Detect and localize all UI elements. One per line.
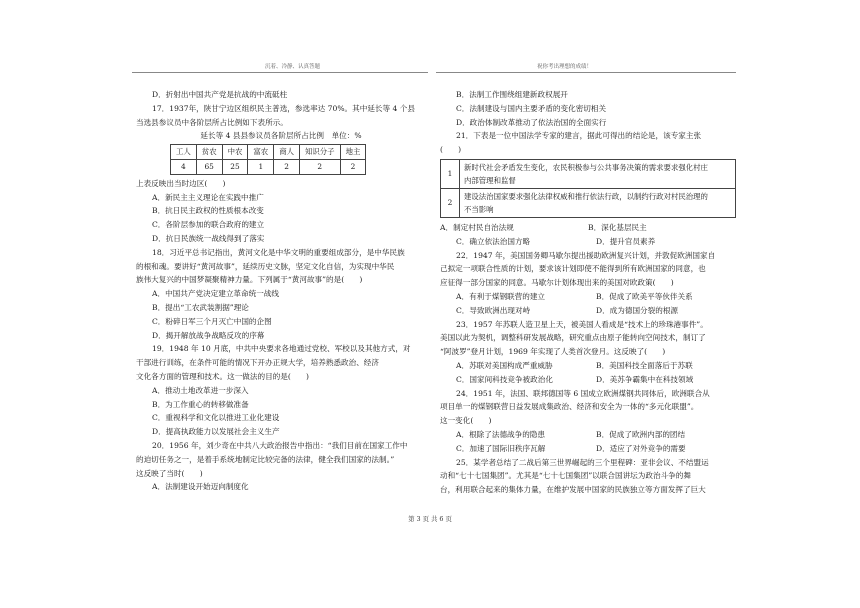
q23-option-c: C．国家间科技竞争被政治化 [456,374,553,384]
q17-value-cell: 2 [340,159,366,174]
q21-row-text: 不当影响 [464,204,494,214]
q23-option-b: B．美国科技全面落后于苏联 [596,360,693,370]
q22-stem-line-1: 22．1947 年，美国国务卿马歇尔提出援助欧洲复兴计划，并敦促欧洲国家自 [456,250,716,260]
header-divider-left [132,72,428,73]
q21-table [440,159,736,218]
q20-stem-line-3: 这反映了当时( ) [136,468,203,478]
q21-options-row-2 [440,235,736,249]
q21-stem-line-1: 21．下表是一位中国法学专家的建言，据此可得出的结论是，该专家主张 [456,131,702,141]
q17-table-value-row [171,159,366,174]
q24-options-row-1 [440,428,736,442]
q20-stem-line-2: 的迫切任务之一，是着手系统地制定比较完备的法律，健全我们国家的法制。” [136,454,395,464]
q17-header-cell: 贫农 [196,145,222,160]
q21-table-row [441,159,736,188]
q17-header-cell: 工人 [171,145,197,160]
q21-option-a: A．制定村民自治法规 [440,222,514,232]
q17-value-cell: 65 [196,159,222,174]
q18-option-b: B．提出“工农武装割据”理论 [152,302,249,312]
header-left-motto: 沉着、冷静、认真答题 [265,64,321,70]
q23-stem-line-2: 美国以此为契机，调整科研发展战略，研究重点由原子能转向空间技术，制订了 [440,333,706,343]
q23-options-row-1 [440,359,736,373]
q17-value-cell: 2 [274,159,300,174]
q23-stem-line-3: “阿波罗”登月计划，1969 年实现了人类首次登月。这反映了( ) [440,347,666,357]
q17-value-cell: 2 [299,159,340,174]
q19-option-b: B．为工作重心的转移做准备 [152,399,249,409]
q21-row-text: 建设法治国家要求强化法律权威和推行依法行政，以制约行政对村民治理的 [464,191,708,201]
q21-option-d: D．提升官员素养 [596,236,656,246]
q21-row-number: 2 [441,188,460,217]
q17-stem-end: 上表反映出当时边区( ) [136,178,226,188]
q25-stem-line-2: 动和“七十七国集团”。尤其是“七十七国集团”以联合国讲坛为政治斗争的舞 [440,471,691,481]
q20-option-c: C．法制建设与国内主要矛盾的变化密切相关 [456,103,607,113]
q21-option-c: C．确立依法治国方略 [456,236,531,246]
right-column [440,88,736,497]
q17-option-b: B．抗日民主政权的性质根本改变 [152,206,264,216]
q17-stem-line-2: 当选县参议员中各阶层所占比例如下表所示。 [136,117,288,127]
q23-options-row-2 [440,373,736,387]
q17-header-cell: 富农 [248,145,274,160]
header-right-motto: 祝你考出理想的成绩！ [537,64,593,70]
q22-option-b: B．促成了欧美平等伙伴关系 [596,291,693,301]
q24-option-b: B．促成了欧洲内部的团结 [596,429,686,439]
q25-stem-line-1: 25．某学者总结了二战后第三世界崛起的三个里程碑：亚非会议、不结盟运 [456,457,709,467]
header-divider-right [436,72,736,73]
q17-header-cell: 商人 [274,145,300,160]
q23-option-a: A．苏联对美国构成严重威胁 [456,360,553,370]
q21-option-b: B．深化基层民主 [588,222,647,232]
q17-option-c: C．各阶层参加的联合政府的建立 [152,220,265,230]
q22-stem-line-3: 应征得一部分国家的同意。马歇尔计划体现出来的美国对欧政策( ) [440,278,674,288]
q25-stem-line-3: 台，利用联合起来的集体力量，在维护发展中国家的民族独立等方面发挥了巨大 [440,485,706,495]
q21-row-number: 1 [441,159,460,188]
q24-stem-line-2: 项目单一的煤钢联营日益发展成集政治、经济和安全为一体的“多元化联盟”。 [440,402,699,412]
q17-value-cell: 1 [248,159,274,174]
q18-option-d: D．揭开解放战争战略反攻的序幕 [152,330,265,340]
page-number: 第 3 页 共 6 页 [408,515,452,523]
q17-value-cell: 25 [222,159,248,174]
q21-stem-line-2: ( ) [440,145,462,155]
q24-option-c: C．加速了国际旧秩序瓦解 [456,443,546,453]
q22-option-a: A．有利于煤钢联营的建立 [456,291,546,301]
q24-stem-line-1: 24．1951 年，法国、联邦德国等 6 国成立欧洲煤钢共同体后，欧洲联合从 [456,388,710,398]
q19-option-c: C．重视科学和文化以推进工业化建设 [152,413,280,423]
q20-option-b: B．法制工作围绕组建新政权展开 [456,90,568,99]
q17-header-cell: 中农 [222,145,248,160]
q18-stem-line-1: 18．习近平总书记指出，黄河文化是中华文明的重要组成部分，是中华民族 [152,247,405,257]
q19-stem-line-2: 干部进行训练，在条件可能的情况下开办正规大学，培养熟悉政治、经济 [136,358,379,368]
q20-stem-line-1: 20．1956 年，刘少奇在中共八大政治报告中指出：“我们目前在国家工作中 [152,440,408,450]
q21-row-content [460,159,736,188]
left-column [136,88,426,494]
q22-stem-line-2: 己拟定一项联合性质的计划，要求该计划即使不能得到所有欧洲国家的同意，也 [440,264,706,274]
q18-stem-line-3: 族伟大复兴的中国梦凝聚精神力量。下列属于“黄河故事”的是( ) [136,275,363,285]
q19-option-a: A．推动土地改革进一步深入 [152,385,249,395]
q24-option-d: D．适应了对外竞争的需要 [596,443,686,453]
q24-stem-line-3: 这一变化( ) [440,416,492,426]
q17-option-a: A．新民主主义理论在实践中推广 [152,192,264,202]
q17-option-d: D．抗日民族统一战线得到了落实 [152,233,265,243]
q17-header-cell: 地主 [340,145,366,160]
q21-row-content [460,188,736,217]
q21-table-row [441,188,736,217]
q20-option-d: D．政治体制改革推动了依法治国的全面实行 [456,117,607,127]
q17-header-cell: 知识分子 [299,145,340,160]
q19-option-d: D．提高执政能力以发展社会主义生产 [152,427,280,437]
q19-stem-line-1: 19．1948 年 10 月底，中共中央要求各地通过党校、军校以及其他方式，对 [152,344,411,354]
q20-option-a: A．法制建设开始迈向制度化 [152,482,249,492]
q22-option-c: C．导致欧洲出现对峙 [456,305,531,315]
q18-option-a: A．中国共产党决定建立革命统一战线 [152,289,279,299]
q21-row-text: 新时代社会矛盾发生变化，农民积极参与公共事务决策的需求要求强化村庄 [464,162,708,172]
q23-option-d: D．美苏争霸集中在科技领域 [596,374,694,384]
q17-table [170,144,366,175]
q17-table-title: 延长等 4 县县参议员各阶层所占比例 单位：% [200,131,362,141]
q21-row-text: 内部管理和监督 [464,175,516,185]
q23-stem-line-1: 23．1957 年苏联人造卫星上天，被美国人看成是“技术上的珍珠港事件”。 [456,319,708,329]
q18-option-c: C．粉碎日军三个月灭亡中国的企图 [152,316,272,326]
q24-option-a: A．根除了法德战争的隐患 [456,429,546,439]
q17-value-cell: 4 [171,159,197,174]
q24-options-row-2 [440,442,736,456]
q18-stem-line-2: 的根和魂。要讲好“黄河故事”，延续历史文脉，坚定文化自信，为实现中华民 [136,261,395,271]
q22-option-d: D．成为德国分裂的根源 [596,305,679,315]
q17-stem-line-1: 17．1937年，陕甘宁边区组织民主普选，参选率达 70%。其中延长等 4 个县 [152,103,415,113]
q19-stem-line-3: 文化各方面的管理和技术。这一做法的目的是( ) [136,371,309,381]
q22-options-row-1 [440,290,736,304]
q21-options-row-1 [440,221,736,235]
q16-option-d: D．折射出中国共产党是抗战的中流砥柱 [152,90,288,99]
q22-options-row-2 [440,304,736,318]
q17-table-header-row [171,145,366,160]
